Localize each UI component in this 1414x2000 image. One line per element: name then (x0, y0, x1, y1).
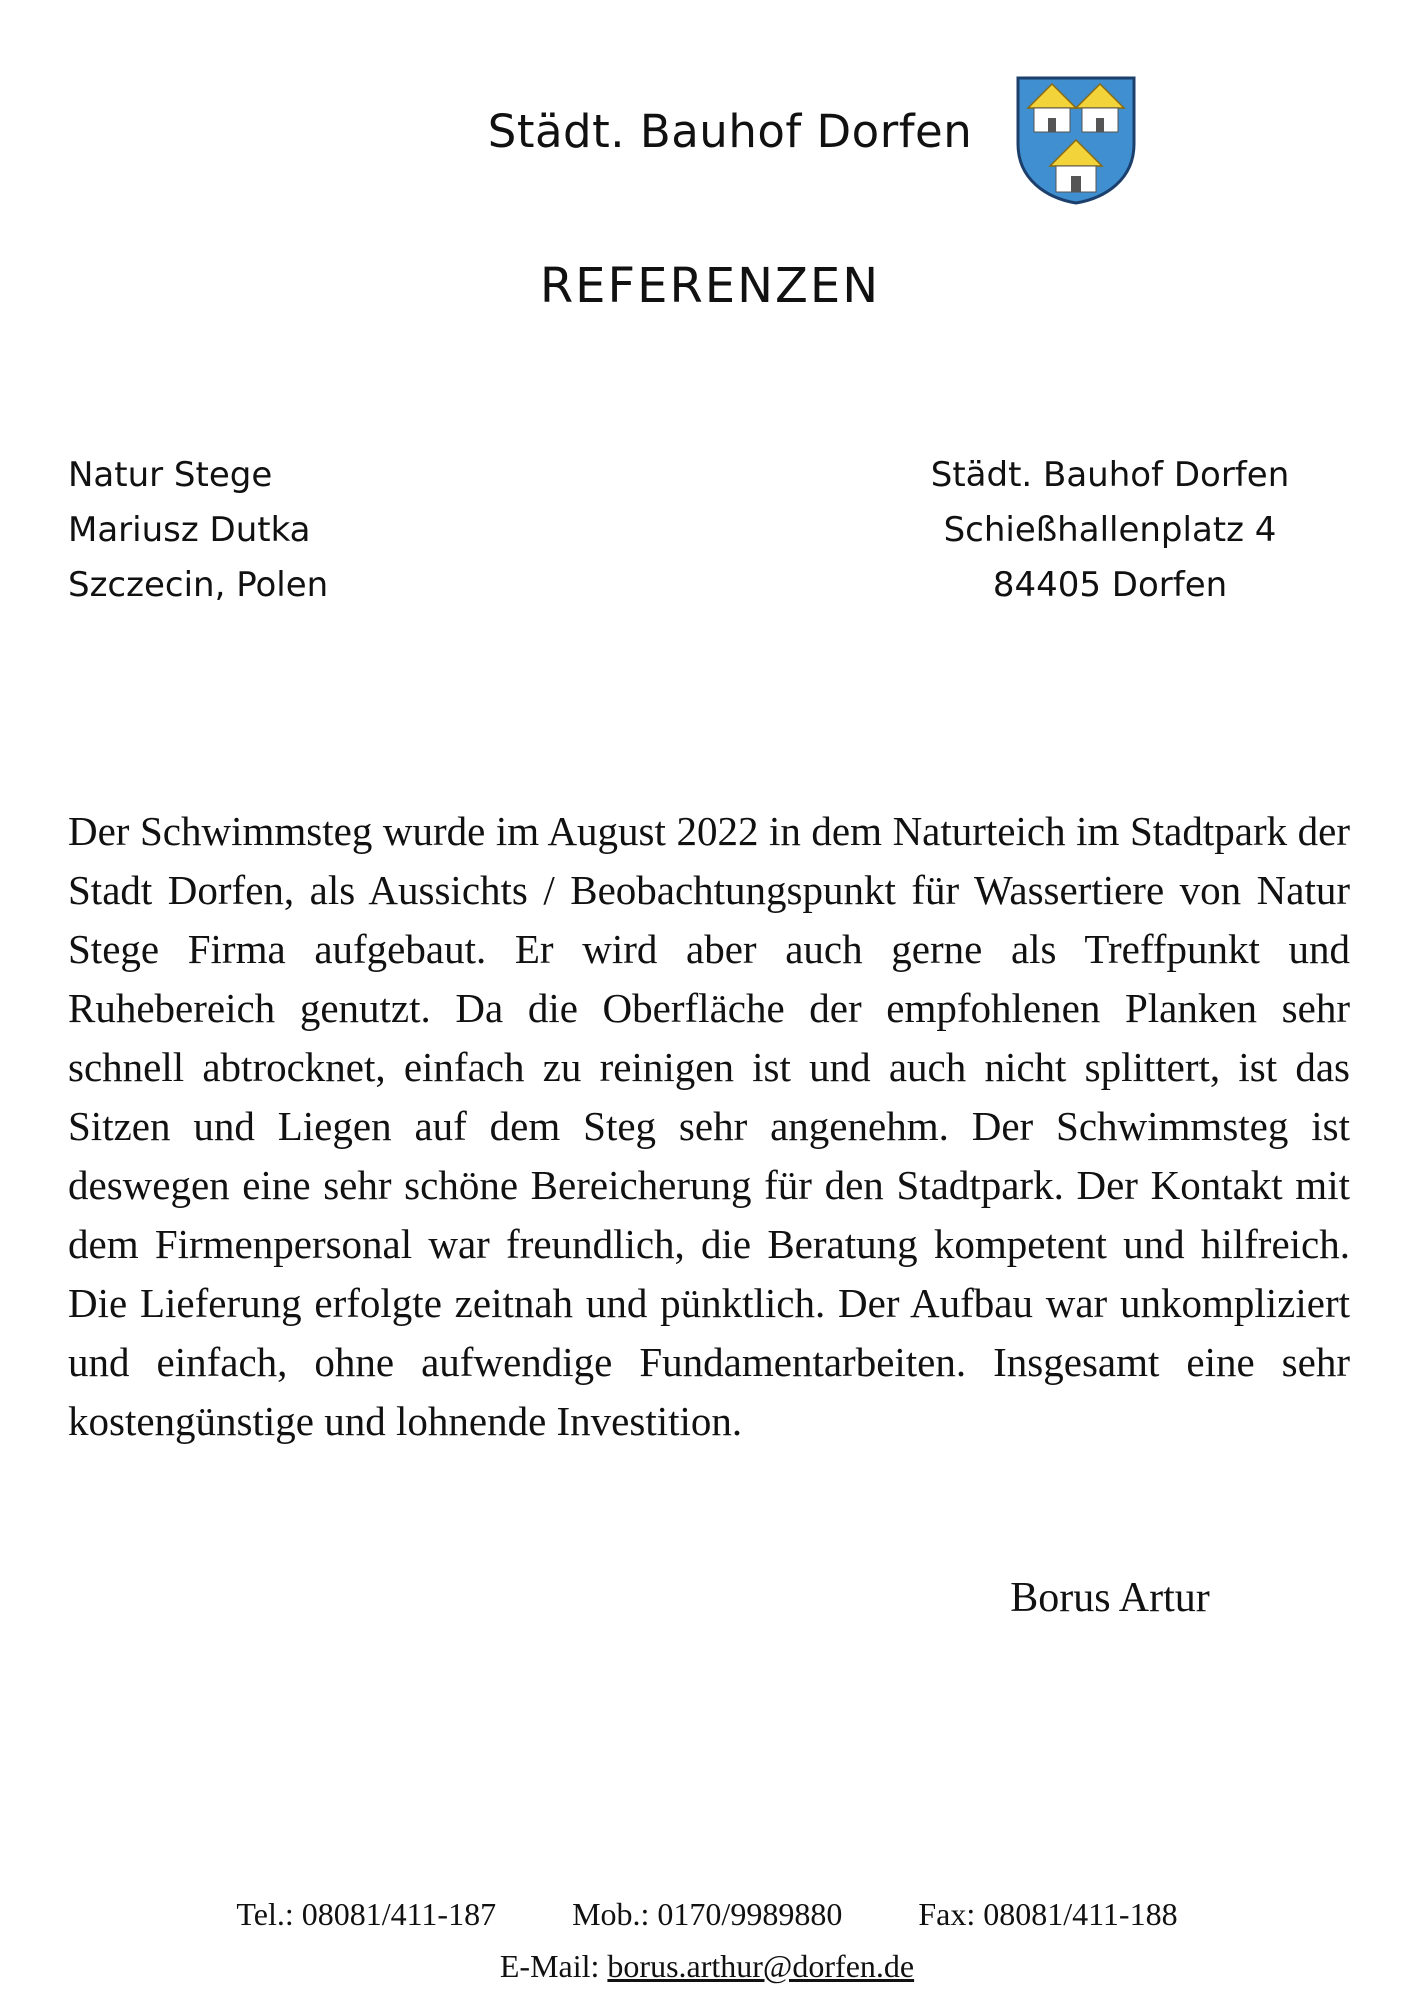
footer-mobile: Mob.: 0170/9989880 (572, 1896, 843, 1932)
sender-location: Szczecin, Polen (68, 565, 329, 605)
sender-person: Mariusz Dutka (68, 510, 311, 550)
organization-name: Städt. Bauhof Dorfen (487, 105, 973, 158)
footer-contact-line (0, 1896, 1414, 1933)
footer-phone: Tel.: 08081/411-187 (236, 1896, 497, 1932)
reference-body-text: Der Schwimmsteg wurde im August 2022 in dem Naturteich im Stadtpark der Stadt Dorfen, als Aussichts / Beobachtungspunkt für Wassertiere von Natur Stege Firma aufgebaut. Er wird aber auch gerne als Treffpunkt und Ruhebereich genutzt. Da die Oberfläche der empfohlenen Planken sehr schnell abtrocknet, einfach zu reinigen ist und auch nicht splittert, ist das Sitzen und Liegen auf dem Steg sehr angenehm. Der Schwimmsteg ist deswegen eine sehr schöne Bereicherung für den Stadtpark. Der Kontakt mit dem Firmenpersonal war freundlich, die Beratung kompetent und hilfreich. Die Lieferung erfolgte zeitnah und pünktlich. Der Aufbau war unkompliziert und einfach, ohne aufwendige Fundamentarbeiten. Insgesamt eine sehr kostengünstige und lohnende Investition. (68, 808, 1350, 1444)
footer-fax: Fax: 08081/411-188 (918, 1896, 1178, 1932)
footer-email-label: E-Mail: (499, 1948, 600, 1984)
recipient-address-block (880, 448, 1340, 613)
dorfen-coat-of-arms-icon (1014, 74, 1138, 206)
sender-company: Natur Stege (68, 455, 273, 495)
document-title: REFERENZEN (539, 258, 881, 314)
footer-email-link[interactable]: borus.arthur@dorfen.de (607, 1948, 915, 1984)
recipient-name: Städt. Bauhof Dorfen (930, 455, 1290, 495)
footer-email-line (0, 1948, 1414, 1985)
signature-name: Borus Artur (1010, 1575, 1210, 1621)
sender-address-block (68, 448, 328, 613)
recipient-city: 84405 Dorfen (992, 565, 1228, 605)
recipient-street: Schießhallenplatz 4 (943, 510, 1277, 550)
